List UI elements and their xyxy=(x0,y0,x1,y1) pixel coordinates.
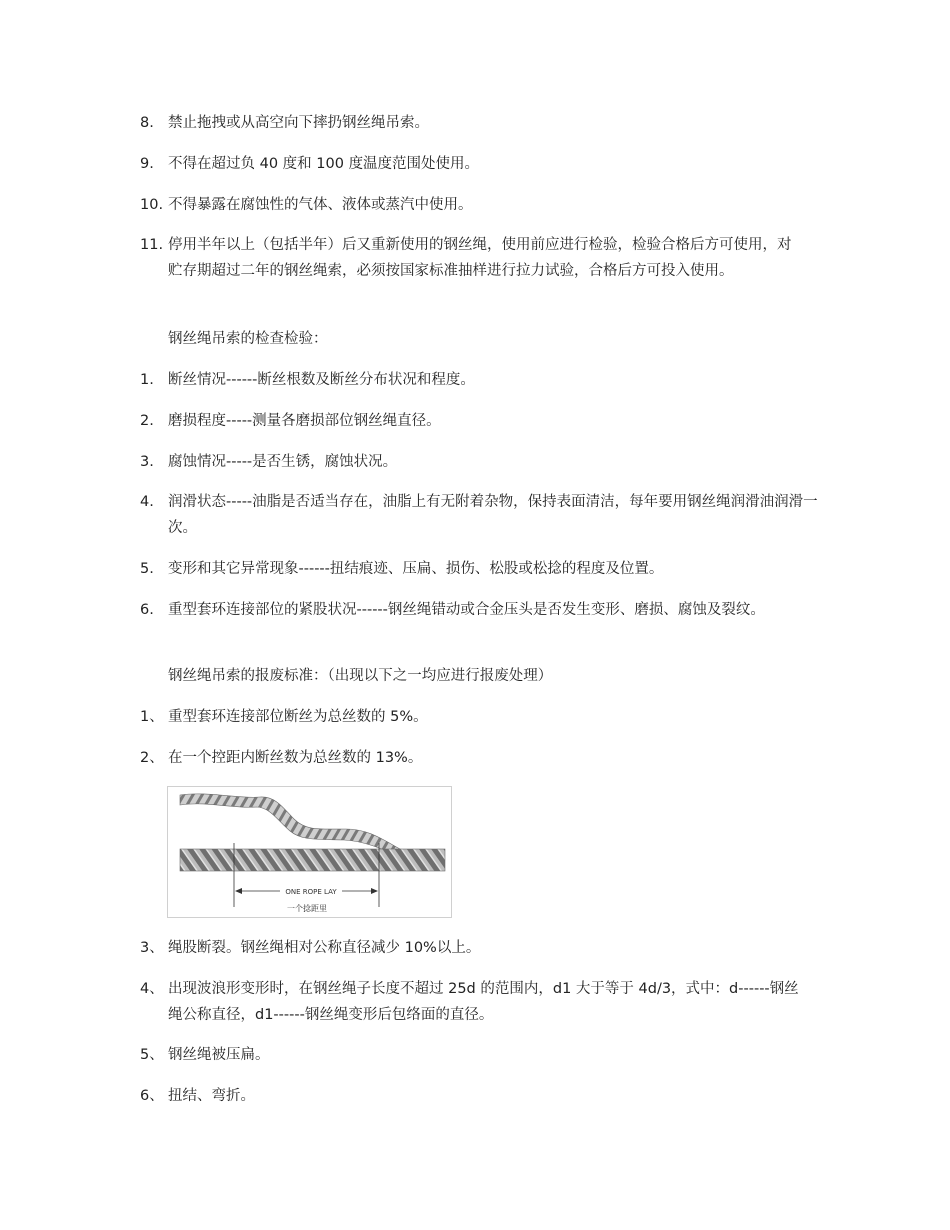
figure-label-en: ONE ROPE LAY xyxy=(285,888,337,896)
list-number: 4、 xyxy=(140,981,164,997)
list-text: 重型套环连接部位断丝为总丝数的 5%。 xyxy=(168,709,428,725)
list-item xyxy=(140,192,820,218)
list-number: 3、 xyxy=(140,940,164,956)
figure-label-cn: 一个捻距里 xyxy=(287,904,327,913)
list-item xyxy=(140,556,820,582)
wire-rope-figure xyxy=(167,786,452,918)
list-text: 扭结、弯折。 xyxy=(168,1088,255,1104)
list-number: 8. xyxy=(140,115,154,131)
list-text: 断丝情况------断丝根数及断丝分布状况和程度。 xyxy=(168,372,475,388)
list-number: 9. xyxy=(140,156,154,172)
list-item xyxy=(140,597,805,623)
list-text: 禁止拖拽或从高空向下摔扔钢丝绳吊索。 xyxy=(168,115,429,131)
section-heading-scrap: 钢丝绳吊索的报废标准：（出现以下之一均应进行报废处理） xyxy=(168,668,553,684)
list-text: 重型套环连接部位的紧股状况------钢丝绳错动或合金压头是否发生变形、磨损、腐蚀及裂纹。 xyxy=(168,602,765,618)
section-heading-inspection: 钢丝绳吊索的检查检验： xyxy=(168,331,328,347)
list-item xyxy=(140,704,820,730)
list-number: 3. xyxy=(140,454,154,470)
list-text: 变形和其它异常现象------扭结痕迹、压扁、损伤、松股或松捻的程度及位置。 xyxy=(168,561,664,577)
list-item xyxy=(140,1042,820,1068)
list-item xyxy=(140,976,810,1028)
list-item xyxy=(140,449,820,475)
list-number: 5. xyxy=(140,561,154,577)
list-text: 绳股断裂。钢丝绳相对公称直径减少 10%以上。 xyxy=(168,940,481,956)
list-text: 不得在超过负 40 度和 100 度温度范围处使用。 xyxy=(168,156,480,172)
list-item xyxy=(140,745,820,771)
list-number: 2. xyxy=(140,413,154,429)
list-number: 4. xyxy=(140,494,154,510)
list-item xyxy=(140,1083,820,1109)
list-number: 10. xyxy=(140,197,164,213)
list-item xyxy=(140,489,820,541)
list-item xyxy=(140,935,820,961)
list-item xyxy=(140,367,820,393)
list-number: 2、 xyxy=(140,750,164,766)
list-number: 11. xyxy=(140,237,164,253)
list-item xyxy=(140,110,820,136)
list-text: 润滑状态-----油脂是否适当存在，油脂上有无附着杂物，保持表面清洁，每年要用钢丝绳润滑油润滑一次。 xyxy=(168,494,818,536)
list-item xyxy=(140,408,820,434)
list-text: 在一个控距内断丝数为总丝数的 13%。 xyxy=(168,750,423,766)
list-number: 1、 xyxy=(140,709,164,725)
list-text: 磨损程度-----测量各磨损部位钢丝绳直径。 xyxy=(168,413,441,429)
wire-rope-illustration xyxy=(168,787,451,917)
list-item xyxy=(140,232,800,284)
list-text: 钢丝绳被压扁。 xyxy=(168,1047,270,1063)
list-item xyxy=(140,151,820,177)
list-number: 1. xyxy=(140,372,154,388)
list-text: 出现波浪形变形时，在钢丝绳子长度不超过 25d 的范围内，d1 大于等于 4d/3，式中：d------钢丝绳公称直径，d1------钢丝绳变形后包络面的直径。 xyxy=(168,981,799,1023)
list-number: 5、 xyxy=(140,1047,164,1063)
list-text: 腐蚀情况-----是否生锈，腐蚀状况。 xyxy=(168,454,398,470)
list-text: 停用半年以上（包括半年）后又重新使用的钢丝绳，使用前应进行检验，检验合格后方可使用，对贮存期超过二年的钢丝绳索，必须按国家标准抽样进行拉力试验，合格后方可投入使用。 xyxy=(168,237,792,279)
list-number: 6. xyxy=(140,602,154,618)
list-text: 不得暴露在腐蚀性的气体、液体或蒸汽中使用。 xyxy=(168,197,473,213)
list-number: 6、 xyxy=(140,1088,164,1104)
